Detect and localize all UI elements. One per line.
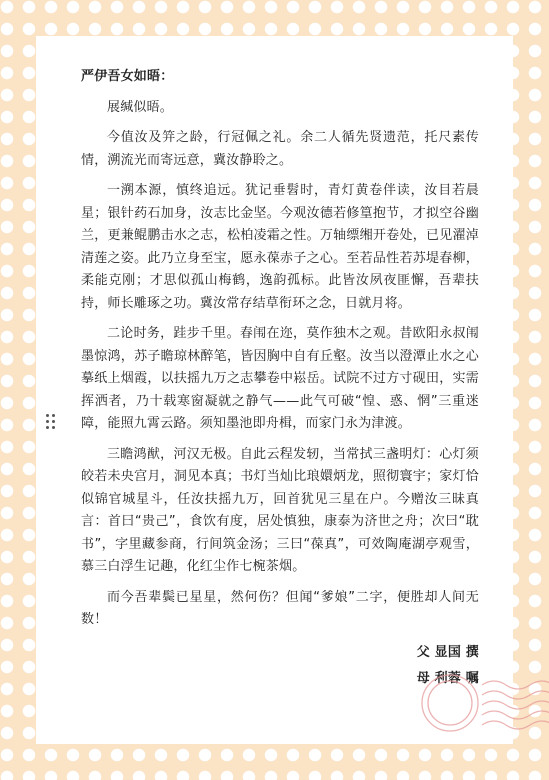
paragraph-2: 今值汝及笄之龄，行冠佩之礼。余二人循先贤遗范，托尺素传情，溯流光而寄远意，冀汝静聆之。 (81, 130, 479, 168)
signoff-mother: 母 利蓉 嘱 (416, 670, 479, 686)
postmark-stamp (410, 655, 549, 745)
letter-body (81, 66, 479, 692)
paragraph-4: 二论时务，跬步千里。春闱在迩，莫作独木之观。昔欧阳永叔闱墨惊鸿，苏子瞻琼林醉笔，皆因胸中自有丘壑。汝当以澄潭止水之心摹纸上烟霞，以扶摇九万之志攀卷中崧岳。试院不过方寸砚田，实需挥洒者，乃十载寒窗凝就之静气——此气可破“惶、惑、惘”三重迷障，能照九霄云路。须知墨池即舟楫，而家门永为津渡。 (81, 326, 479, 431)
paragraph-6: 而今吾辈鬓已星星，然何伤？但闻“爹娘”二字，便胜却人间无数！ (81, 589, 479, 627)
letter-paper (36, 36, 513, 744)
paragraph-1: 展缄似晤。 (107, 99, 174, 115)
signoff-father: 父 显国 撰 (416, 644, 479, 660)
paragraph-5: 三瞻鸿猷，河汉无极。自此云程发轫，当常拭三盏明灯：心灯须皎若未央宫月，洞见本真；书灯当灿比琅嬛炳龙，照彻寰宇；家灯恰似锦官城星斗，任汝扶摇九万，回首犹见三星在户。今赠汝三昧真言：首曰“贵己”，食饮有度，居处慎独，康泰为济世之舟；次曰“耽书”，字里藏参商，行间筑金汤；三曰“葆真”，可效陶庵湖亭观雪，慕三白浮生记趣，化红尘作七椀茶烟。 (81, 446, 479, 574)
drag-handle-icon[interactable] (46, 414, 56, 430)
paragraph-3: 一溯本源，慎终追远。犹记垂髫时，青灯黄卷伴读，汝目若晨星；银针药石加身，汝志比金坚。今观汝德若修篁抱节，才拟空谷幽兰，更兼鲲鹏击水之志，松柏凌霜之性。万轴缥缃开卷处，已见濯淖清莲之姿。此乃立身至宝，愿永葆赤子之心。至若品性若苏堤春柳，柔能克刚；才思似孤山梅鹤，逸韵孤标。此皆汝夙夜匪懈，吾辈扶持，师长雕琢之功。冀汝常存结草衔环之念，日就月将。 (81, 183, 479, 311)
salutation: 严伊吾女如晤： (81, 69, 174, 84)
